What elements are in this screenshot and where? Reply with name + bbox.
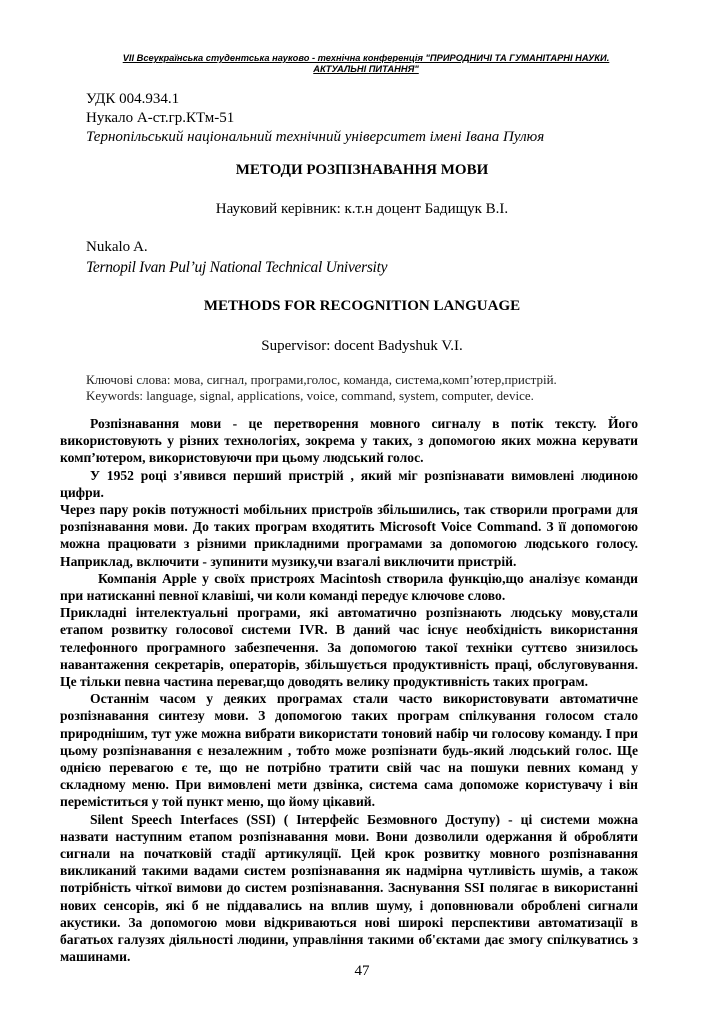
paragraph-1 bbox=[60, 415, 638, 467]
author-ua: Нукало А-ст.гр.КТм-51 bbox=[86, 110, 235, 126]
author-en: Nukalo A. bbox=[86, 239, 148, 255]
affiliation-ua: Тернопільський національний технічний університет імені Івана Пулюя bbox=[86, 129, 545, 145]
paragraph-5: Прикладні інтелектуальні програми, які автоматично розпізнають людську мову,стали етапом розвитку голосової системи IVR. В даний час існує необхідність використання телефонного програмного забезпечення. За допомогою такої техніки суттєво знизилось навантаження секретарів, операторів, збільшується продуктивність праці, обслуговування. Це тільки певна частина переваг,що доводять велику продуктивність таких програм. bbox=[60, 605, 638, 690]
supervisor-en: Supervisor: docent Badyshuk V.I. bbox=[261, 338, 463, 354]
paragraph-2: У 1952 році з'явився перший пристрій , який міг розпізнавати вимовлені людиною цифри. bbox=[60, 467, 638, 500]
paragraph-3: Через пару років потужності мобільних пристроїв збільшились, так створили програми для розпізнавання мови. До таких програм входятить Microsoft Voice Command. З її допомогою можна працювати з різними прикладними програмами за допомогою людського голосу. Наприклад, включити - зупинити музику,чи взагалі виключити пристрій. bbox=[60, 502, 638, 569]
paragraph-7: Silent Speech Interfaces (SSI) ( Інтерфейс Безмовного Доступу) - ці системи можна назвати наступним етапом розпізнавання мови. Вони дозволили одержання й обробляти сигнали на початковій стадії артикуляції. Цей крок розвитку мовного розпізнавання викликаний такими вадами систем розпізнавання як надмірна чутливість шумів, а також потрібність чіткої вимови до систем розпізнавання. Заснування SSI полягає в використанні нових сенсорів, які б не піддавались на вплив шуму, і доповнювали оброблені сигнали акустики. За допомогою мови відкриваються нові широкі перспективи автоматизації в багатьох галузях діяльності людини, управління такими об'єктами дає змогу спілкуватись з машинами. bbox=[60, 811, 638, 965]
paragraph-1-text: це перетворення мовного сигналу в потік тексту. Його використовують у різних технологіях, зокрема у таких, з допомогою яких можна керувати комп’ютером, використовуючи при цьому людський голос. bbox=[60, 416, 638, 466]
paper-body bbox=[60, 415, 638, 966]
conference-header bbox=[92, 53, 640, 75]
paragraph-6: Останнім часом у деяких програмах стали часто використовувати автоматичне розпізнавання синтезу мови. З допомогою таких програм спілкування голосом стало природнішим, тут уже можна вибрати використати тоновий набір чи голосову команду. І при цьому розпізнавання є незалежним , тобто може розпізнати будь-який людський голос. Ще однією перевагою є те, що не потрібно тратити свій час на пошуки певних команд у складному меню. При вимовлені мети дзвінка, система сама допоможе користувачу і він переміститься у той пункт меню, що йому цікавий. bbox=[60, 691, 638, 810]
paper-title-ua: МЕТОДИ РОЗПІЗНАВАННЯ МОВИ bbox=[235, 162, 489, 178]
paragraph-1-lead: Розпізнавання мови - bbox=[90, 416, 238, 431]
keywords-ua: Ключові слова: мова, сигнал, програми,голос, команда, система,комп’ютер,пристрій. bbox=[86, 372, 557, 387]
page-number: 47 bbox=[354, 963, 370, 979]
paragraph-4: Компанія Apple у своїх пристроях Macintosh створила функцію,що аналізує команди при натисканні певної клавіші, чи коли команді передує ключове слово. bbox=[60, 570, 638, 604]
conference-header-line2: АКТУАЛЬНІ ПИТАННЯ" bbox=[313, 64, 419, 74]
conference-header-line1: VII Всеукраїнська студентська науково - технічна конференція "ПРИРОДНИЧІ ТА ГУМАНІТАРНІ НАУКИ. bbox=[122, 53, 610, 63]
keywords-en: Keywords: language, signal, applications, voice, command, system, computer, device. bbox=[86, 388, 534, 403]
paper-title-en: METHODS FOR RECOGNITION LANGUAGE bbox=[203, 298, 521, 314]
supervisor-ua: Науковий керівник: к.т.н доцент Бадищук В.І. bbox=[215, 201, 509, 217]
affiliation-en: Ternopil Ivan Pul’uj National Technical University bbox=[86, 259, 388, 276]
udc-code: УДК 004.934.1 bbox=[86, 91, 180, 107]
